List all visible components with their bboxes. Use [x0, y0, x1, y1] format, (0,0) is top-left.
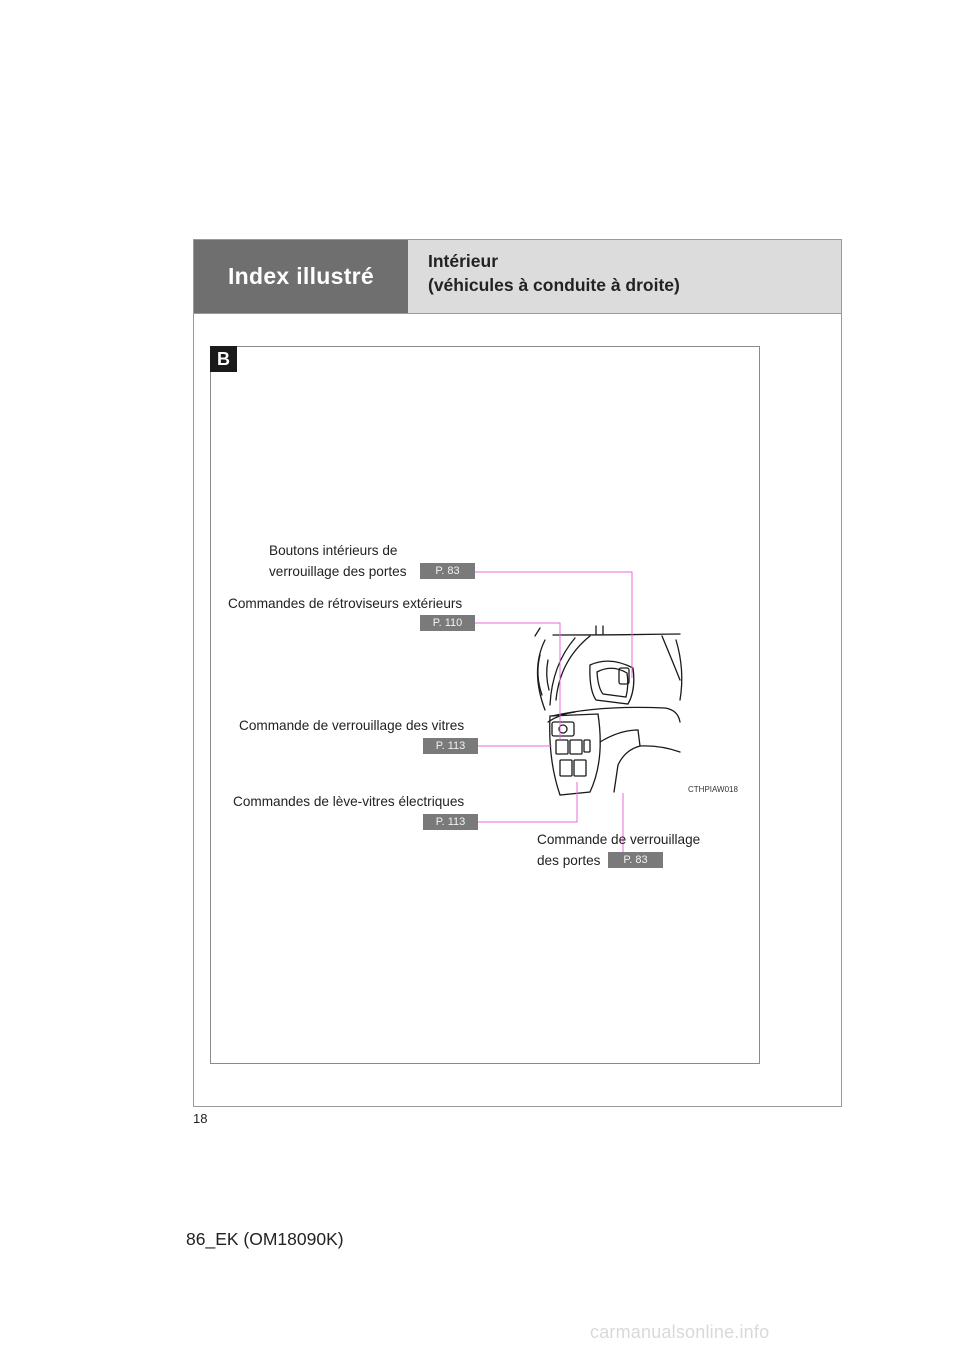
callout-window-lock: Commande de verrouillage des vitres: [239, 718, 465, 733]
leader-power-windows: [478, 782, 577, 822]
ref-door-lock-switch: P. 83: [608, 852, 663, 868]
leader-lines: [475, 572, 632, 853]
callout-door-lock-buttons-line1: Boutons intérieurs de: [269, 543, 398, 558]
section-title: Index illustré: [227, 263, 375, 289]
callout-door-lock-buttons-line2: verrouillage des portes: [269, 564, 407, 579]
callout-power-windows: Commandes de lève-vitres électriques: [233, 794, 465, 809]
ref-mirror-switches: P. 110: [420, 615, 475, 631]
door-panel-drawing: [535, 626, 682, 795]
page-number: 18: [193, 1111, 208, 1126]
ref-power-windows: P. 113: [423, 814, 478, 830]
document-code: 86_EK (OM18090K): [186, 1229, 344, 1249]
figure-id: CTHPIAW018: [688, 785, 738, 794]
ref-door-lock-buttons: P. 83: [420, 563, 475, 579]
callout-door-lock-switch-line2: des portes: [537, 853, 601, 868]
watermark: carmanualsonline.info: [590, 1322, 770, 1342]
callout-mirror-switches: Commandes de rétroviseurs extérieurs: [228, 596, 463, 611]
leader-door-lock-buttons: [475, 572, 632, 678]
ref-window-lock: P. 113: [423, 738, 478, 754]
callout-door-lock-switch-line1: Commande de verrouillage: [537, 832, 701, 847]
figure-badge: B: [210, 346, 237, 372]
heading-line-1: Intérieur: [428, 251, 499, 271]
heading-line-2: (véhicules à conduite à droite): [428, 275, 680, 295]
